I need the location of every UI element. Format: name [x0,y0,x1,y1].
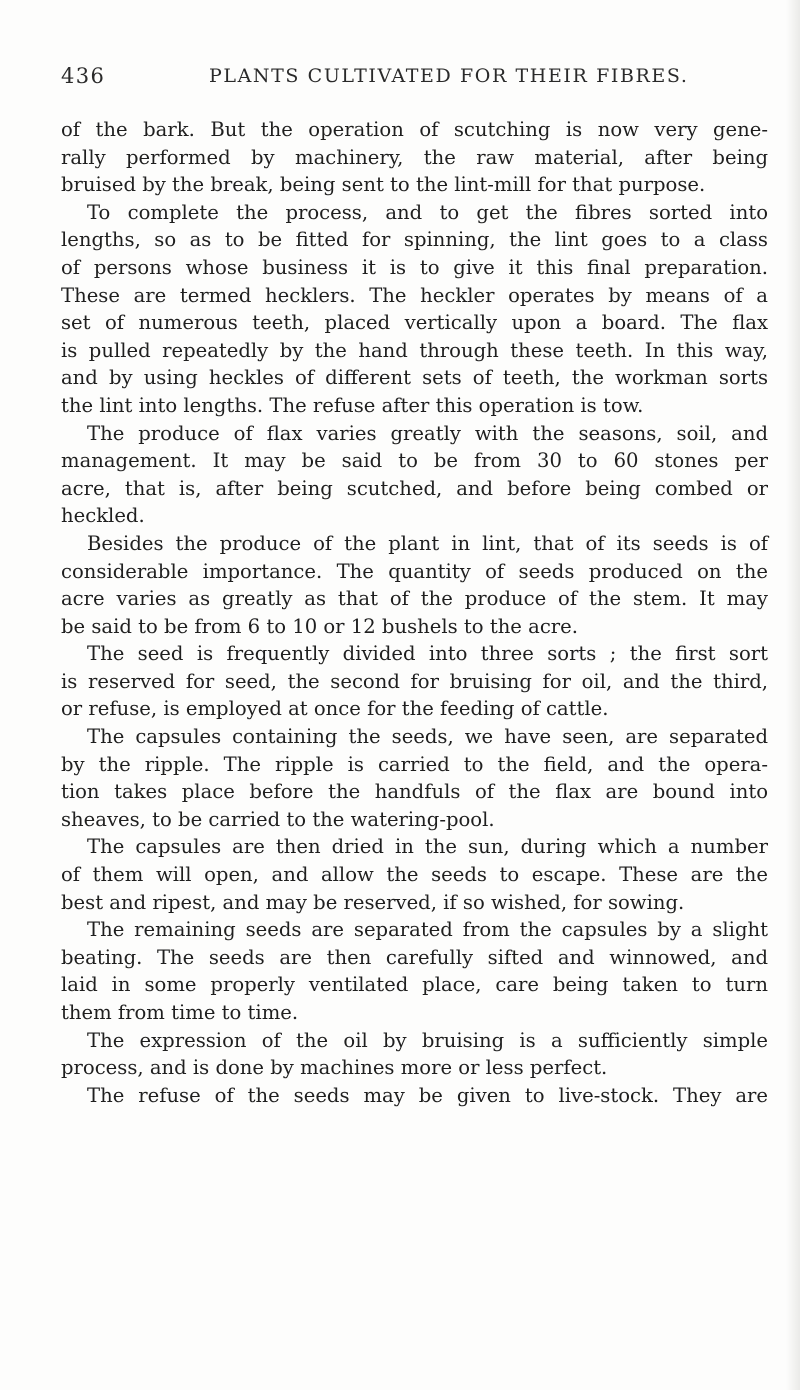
text-line: of them will open, and allow the seeds to escape. These are the [61,863,768,887]
text-line: lengths, so as to be fitted for spinning, the lint goes to a class [61,228,768,252]
page-number: 436 [61,64,106,88]
text-line: acre varies as greatly as that of the produce of the stem. It may [61,587,768,611]
text-line: The seed is frequently divided into three sorts ; the first sort [87,642,768,666]
text-line: The remaining seeds are separated from the capsules by a slight [87,918,768,942]
text-line: rally performed by machinery, the raw material, after being [61,145,768,169]
text-line: The capsules containing the seeds, we have seen, are separated [87,725,768,749]
text-line: or refuse, is employed at once for the feeding of cattle. [61,697,609,721]
text-line: them from time to time. [61,1001,299,1024]
text-line: The refuse of the seeds may be given to live-stock. They are [87,1083,768,1107]
body-text [61,116,768,1109]
text-line: laid in some properly ventilated place, care being taken to turn [61,973,768,997]
text-line: The expression of the oil by bruising is a sufficiently simple [87,1028,768,1052]
text-line: of persons whose business it is to give it this final preparation. [61,255,768,279]
text-line: is pulled repeatedly by the hand through these teeth. In this way, [61,338,768,362]
text-line: beating. The seeds are then carefully sifted and winnowed, and [61,945,768,969]
text-line: acre, that is, after being scutched, and before being combed or [61,476,768,500]
text-line: To complete the process, and to get the fibres sorted into [87,200,768,224]
text-line: best and ripest, and may be reserved, if so wished, for sowing. [61,890,685,914]
text-line: These are termed hecklers. The heckler operates by means of a [61,283,768,307]
text-line: considerable importance. The quantity of seeds produced on the [61,559,768,583]
text-line: sheaves, to be carried to the watering-pool. [61,807,495,831]
text-block [61,116,768,1109]
text-line: set of numerous teeth, placed vertically upon a board. The flax [61,311,768,335]
text-line: process, and is done by machines more or less perfect. [61,1056,608,1080]
text-line: by the ripple. The ripple is carried to the field, and the opera- [61,752,768,776]
page-header [61,60,761,92]
text-line: bruised by the break, being sent to the lint-mill for that purpose. [61,173,706,197]
text-line: The produce of flax varies greatly with the seasons, soil, and [87,421,768,445]
text-line: heckled. [61,504,145,528]
text-line: tion takes place before the handfuls of the flax are bound into [61,780,768,804]
text-line: management. It may be said to be from 30 to 60 stones per [61,449,768,473]
text-line: be said to be from 6 to 10 or 12 bushels to the acre. [61,614,578,638]
text-line: Besides the produce of the plant in lint, that of its seeds is of [87,531,768,555]
text-line: the lint into lengths. The refuse after this operation is tow. [61,393,644,417]
text-line: of the bark. But the operation of scutching is now very gene- [61,118,768,141]
text-line: and by using heckles of different sets of teeth, the workman sorts [61,366,768,390]
running-title: PLANTS CULTIVATED FOR THEIR FIBRES. [209,65,689,87]
text-line: is reserved for seed, the second for bruising for oil, and the third, [61,669,768,693]
page-edge-shadow [786,0,800,1390]
text-line: The capsules are then dried in the sun, during which a number [87,835,768,859]
